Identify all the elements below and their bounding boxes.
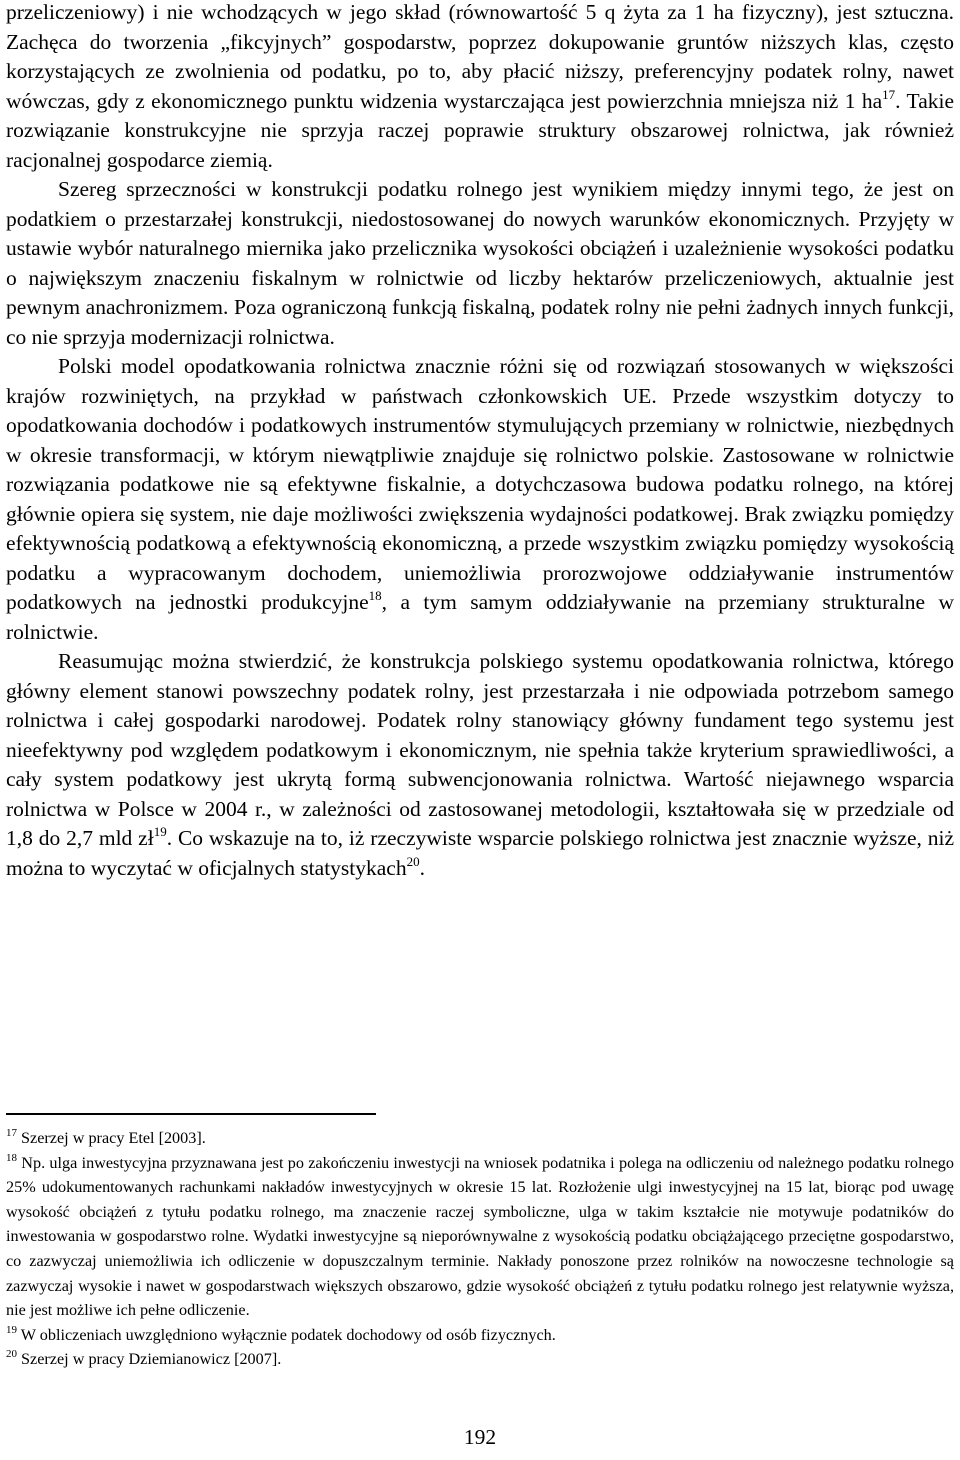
footnote-reference: 17 — [882, 86, 896, 102]
footnote-reference: 20 — [406, 853, 420, 869]
body-paragraph — [6, 175, 954, 352]
paragraph-text: Szereg sprzeczności w konstrukcji podatku rolnego jest wynikiem między innymi tego, że jest on podatkiem o przestarzałej konstrukcji, niedostosowanej do nowych warunków ekonomicznych. Przyjęty w ustawie wybór naturalnego miernika jako przelicznika wysokości obciążeń i uzależnienie wysokości podatku o największym znaczeniu fiskalnym w rolnictwie od liczby hektarów przeliczeniowych, aktualnie jest pewnym anachronizmem. Poza ograniczoną funkcją fiskalną, podatek rolny nie pełni żadnych innych funkcji, co nie sprzyja modernizacji rolnictwa. — [6, 177, 954, 349]
footnote-text: W obliczeniach uwzględniono wyłącznie podatek dochodowy od osób fizycznych. — [17, 1325, 556, 1344]
footnote-number: 20 — [6, 1348, 17, 1361]
footnote — [6, 1323, 954, 1348]
footnote-text: Np. ulga inwestycyjna przyznawana jest po zakończeniu inwestycji na wniosek podatnika i polega na odliczeniu od należnego podatku rolnego 25% udokumentowanych rachunkami nakładów inwestycyjnych w okresie 15 lat. Rozłożenie ulgi inwestycyjnej na 15 lat, biorąc pod uwagę wysokość obciążeń z tytułu podatku rolnego, ma znaczenie raczej symboliczne, ulga w takim kształcie nie motywuje podatników do inwestowania w gospodarstwo rolne. Wydatki inwestycyjne są nieporównywalne z wysokością podatku obciążającego przeciętne gospodarstwo, co zazwyczaj uniemożliwia ich odliczenie w dopuszczalnym terminie. Nakłady ponoszone przez rolników na nowoczesne technologie są zazwyczaj wysokie i nawet w gospodarstwach większych obszarowo, gdzie wysokość obciążeń z tytułu podatku rolnego jest relatywnie wyższa, nie jest możliwe ich pełne odliczenie. — [6, 1153, 954, 1320]
paragraph-text: Polski model opodatkowania rolnictwa znacznie różni się od rozwiązań stosowanych w większości krajów rozwiniętych, na przykład w państwach członkowskich UE. Przede wszystkim dotyczy to opodatkowania dochodów i podatkowych instrumentów stymulujących przemiany w rolnictwie, niezbędnych w okresie transformacji, w którym niewątpliwie znajduje się rolnictwo polskie. Zastosowane w rolnictwie rozwiązania podatkowe nie są efektywne fiskalnie, a dotychczasowa budowa podatku rolnego, na której głównie opiera się system, nie daje możliwości zwiększenia wydajności podatkowej. Brak związku pomiędzy efektywnością podatkową a efektywnością ekonomiczną, a przede wszystkim związku pomiędzy wysokością podatku a wypracowanym dochodem, uniemożliwia prorozwojowe oddziaływanie instrumentów podatkowych na jednostki produkcyjne — [6, 354, 954, 614]
footnote — [6, 1126, 954, 1151]
paragraph-text: . Co wskazuje na to, iż rzeczywiste wsparcie polskiego rolnictwa jest znacznie wyższe, niż można to wyczytać w oficjalnych statystykach — [6, 826, 954, 880]
footnote-reference: 18 — [368, 588, 382, 603]
body-text — [6, 0, 954, 883]
body-paragraph — [6, 352, 954, 647]
paragraph-text: przeliczeniowy) i nie wchodzących w jego skład (równowartość 5 q żyta za 1 ha fizyczny), jest sztuczna. Zachęca do tworzenia „fikcyjnych” gospodarstw, poprzez dokupowanie gruntów niższych klas, często korzystających ze zwolnienia od podatku, po to, aby płacić niższy, preferencyjny podatek rolny, nawet wówczas, gdy z ekonomicznego punktu widzenia wystarczająca jest powierzchnia mniejsza niż 1 ha — [6, 0, 954, 113]
footnote-separator — [6, 1113, 376, 1115]
footnote-text: Szerzej w pracy Dziemianowicz [2007]. — [17, 1350, 282, 1369]
body-paragraph — [6, 0, 954, 175]
paragraph-text: , a tym samym oddziaływanie na przemiany strukturalne w rolnictwie. — [6, 590, 954, 644]
footnote-number: 19 — [6, 1323, 17, 1336]
paragraph-text: . — [419, 855, 425, 880]
footnote-number: 17 — [6, 1127, 17, 1139]
footnote-text: Szerzej w pracy Etel [2003]. — [17, 1129, 206, 1147]
paragraph-text: . Takie rozwiązanie konstrukcyjne nie sprzyja raczej poprawie struktury obszarowej rolnictwa, jak również racjonalnej gospodarce ziemią. — [6, 88, 955, 172]
footnotes — [6, 1126, 954, 1372]
body-paragraph — [6, 647, 954, 883]
footnote-reference: 19 — [153, 824, 167, 839]
footnote — [6, 1347, 954, 1372]
footnote-number: 18 — [6, 1151, 17, 1164]
footnote — [6, 1151, 954, 1323]
page-number: 192 — [463, 1425, 497, 1449]
paragraph-text: Reasumując można stwierdzić, że konstrukcja polskiego systemu opodatkowania rolnictwa, którego główny element stanowi powszechny podatek rolny, jest przestarzała i nie odpowiada potrzebom samego rolnictwa i całej gospodarki narodowej. Podatek rolny stanowiący główny fundament tego systemu jest nieefektywny pod względem podatkowym i ekonomicznym, nie spełnia także kryterium sprawiedliwości, a cały system podatkowy jest ukrytą formą subwencjonowania rolnictwa. Wartość niejawnego wsparcia rolnictwa w Polsce w 2004 r., w zależności od zastosowanej metodologii, kształtowała się w przedziale od 1,8 do 2,7 mld zł — [6, 649, 954, 850]
document-page — [6, 0, 954, 1460]
